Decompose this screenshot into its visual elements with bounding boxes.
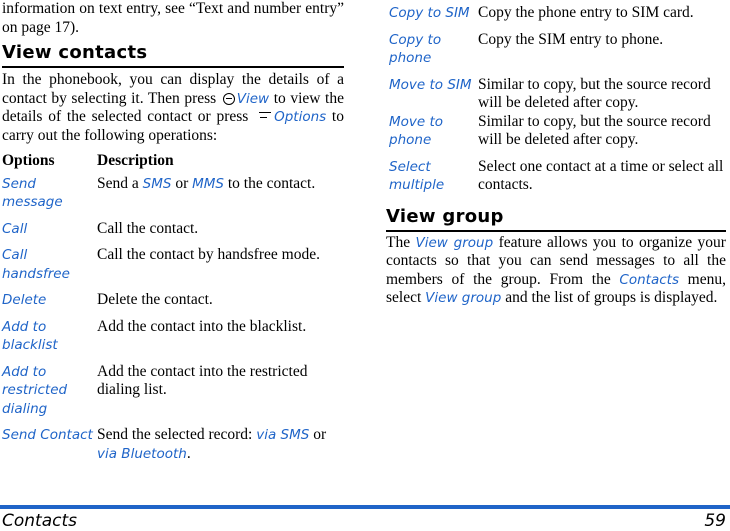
table-row	[386, 76, 726, 113]
page-footer	[0, 503, 730, 531]
desc-copy-to-sim: Copy the phone entry to SIM card.	[478, 4, 694, 21]
option-copy-to-sim: Copy to SIM	[389, 5, 470, 21]
desc-text: Send a	[97, 174, 143, 192]
option-select-multiple: Select multiple	[389, 158, 445, 193]
para-text-2: to view the details of the selected contact or press	[2, 89, 344, 125]
table-row	[2, 426, 344, 463]
table-row	[2, 291, 344, 318]
option-copy-to-phone: Copy to phone	[389, 31, 442, 66]
desc-text: or	[309, 426, 327, 443]
desc-add-to-blacklist: Add the contact into the blacklist.	[97, 317, 307, 335]
options-keyword: Options	[274, 109, 327, 125]
view-contacts-paragraph	[2, 71, 344, 145]
para-text-3: menu, select	[386, 270, 726, 306]
desc-text: Send the selected record:	[97, 426, 257, 443]
left-column	[2, 0, 344, 463]
table-row	[2, 220, 344, 247]
para-text-2: feature allows you to organize your contacts so that you can send messages to all the members of the group. From the	[386, 233, 726, 288]
option-send-contact: Send Contact	[2, 427, 93, 443]
desc-delete: Delete the contact.	[97, 291, 213, 308]
page-number: 59	[704, 511, 726, 531]
para-text-1: In the phonebook, you can display the details of a contact by selecting it. Then press	[2, 71, 344, 107]
section-heading-view-contacts: View contacts	[2, 41, 344, 68]
para-text-1: The	[386, 233, 416, 251]
option-call: Call	[2, 220, 28, 237]
section-heading-view-group: View group	[386, 205, 726, 232]
option-call-handsfree: Call handsfree	[2, 247, 70, 282]
desc-call-handsfree: Call the contact by handsfree mode.	[97, 246, 320, 263]
contacts-keyword: Contacts	[619, 271, 679, 288]
table-row	[2, 318, 344, 363]
footer-section-title: Contacts	[2, 511, 77, 531]
softkey-icon	[257, 112, 271, 122]
table-row	[2, 246, 344, 291]
options-table-continued	[386, 4, 726, 195]
column-header-options: Options	[2, 152, 55, 169]
right-column	[386, 0, 726, 308]
table-row	[386, 4, 726, 31]
para-text-3: to carry out the following operations:	[2, 108, 344, 144]
desc-select-multiple: Select one contact at a time or select all contacts.	[478, 157, 724, 193]
desc-send-contact	[97, 426, 344, 463]
table-row	[386, 158, 726, 195]
desc-text: or	[171, 174, 193, 192]
desc-text: .	[186, 444, 191, 462]
table-row	[2, 363, 344, 427]
option-add-to-restricted-dialing: Add to restricted dialing	[2, 363, 68, 417]
option-delete: Delete	[2, 292, 47, 308]
desc-text: to the contact.	[223, 174, 316, 192]
column-header-description: Description	[97, 152, 174, 169]
ok-key-icon	[223, 93, 235, 105]
desc-move-to-phone: Similar to copy, but the source record will be deleted after copy.	[478, 112, 711, 148]
view-group-keyword: View group	[415, 234, 494, 251]
view-group-keyword-2: View group	[425, 290, 502, 306]
option-send-message: Send message	[2, 175, 63, 210]
desc-add-to-restricted-dialing: Add the contact into the restricted dialing list.	[97, 362, 308, 398]
options-table	[2, 146, 344, 463]
view-group-paragraph	[386, 234, 726, 308]
desc-copy-to-phone: Copy the SIM entry to phone.	[478, 30, 664, 48]
via-sms-keyword: via SMS	[256, 427, 310, 443]
via-bluetooth-keyword: via Bluetooth	[97, 445, 187, 462]
mms-keyword: MMS	[192, 175, 224, 192]
view-keyword: View	[236, 90, 270, 107]
para-text-4: and the list of groups is displayed.	[501, 289, 718, 306]
table-header-row	[2, 146, 344, 175]
desc-send-message	[97, 175, 344, 220]
desc-move-to-sim: Similar to copy, but the source record will be deleted after copy.	[478, 75, 711, 111]
sms-keyword: SMS	[142, 175, 172, 192]
desc-call: Call the contact.	[97, 219, 199, 237]
option-move-to-sim: Move to SIM	[389, 76, 472, 93]
table-row	[386, 31, 726, 76]
footer-rule	[0, 505, 730, 509]
table-row	[2, 175, 344, 220]
table-row	[386, 113, 726, 158]
option-add-to-blacklist: Add to blacklist	[2, 318, 58, 353]
intro-text: information on text entry, see “Text and number entry” on page 17).	[2, 0, 344, 36]
option-move-to-phone: Move to phone	[389, 113, 444, 148]
